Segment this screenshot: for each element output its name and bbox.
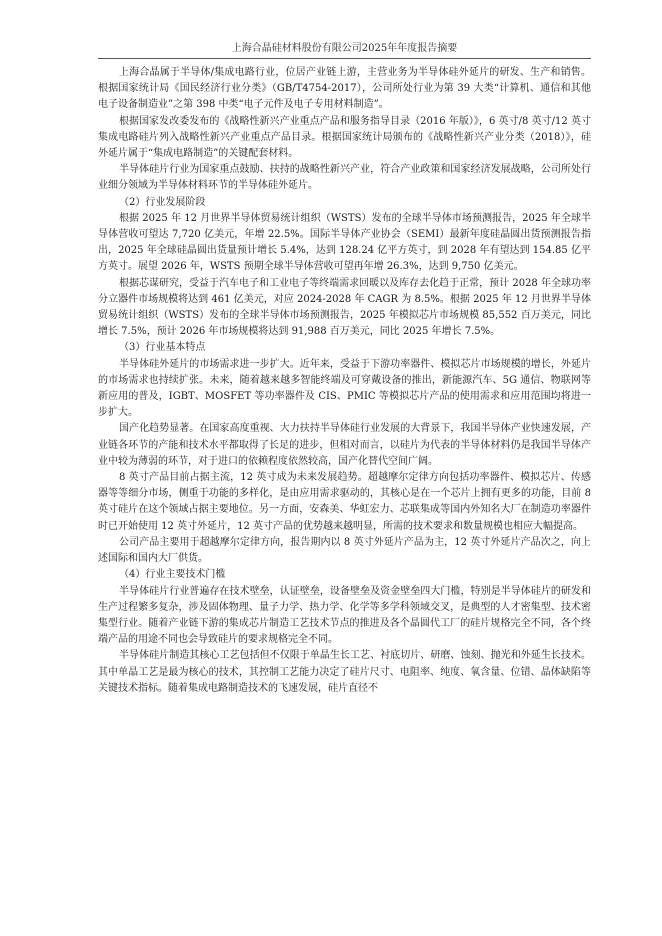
section-heading-development-stage: （2）行业发展阶段: [119, 196, 206, 208]
section-heading-technical-barriers: （4）行业主要技术门槛: [119, 569, 226, 581]
page-header: 上海合晶硅材料股份有限公司2025年年度报告摘要: [231, 43, 458, 54]
paragraph-strategic-industry: 半导体硅片行业为国家重点鼓励、扶持的战略性新兴产业，符合产业政策和国家经济发展战略，公司所处行业细分领域为半导体材料环节的半导体硅外延片。: [98, 164, 591, 192]
paragraph-market-forecast: 根据 2025 年 12 月世界半导体贸易统计组织（WSTS）发布的全球半导体市场预测报告，2025 年全球半导体营收可望达 7,720 亿美元，年增 22.5%。国际半导体产业协会（SEMI）最新年度硅晶圆出货预测报告指出，2025 年全球硅晶圆出货量预计增长 5.4%，达到 128.24 亿平方英寸，到 2028 年有望达到 154.85 亿平方英寸。展望 2026 年，WSTS 预期全球半导体营收可望再年增 26.3%，达到 9,750 亿美元。: [98, 212, 591, 273]
section-heading-basic-features: （3）行业基本特点: [119, 342, 206, 354]
paragraph-demand-growth: 半导体硅外延片的市场需求进一步扩大。近年来，受益于下游功率器件、模拟芯片市场规模的增长，外延片的市场需求也持续扩张。未来，随着越来越多智能终端及可穿戴设备的推出，新能源汽车、5G 通信、物联网等新应用的普及，IGBT、MOSFET 等功率器件及 CIS、PMIC 等模拟芯片产品的使用需求和应用范围均将进一步扩大。: [98, 358, 591, 419]
paragraph-policy-catalog: 根据国家发改委发布的《战略性新兴产业重点产品和服务指导目录（2016 年版）》，6 英寸/8 英寸/12 英寸集成电路硅片列入战略性新兴产业重点产品目录。根据国家统计局颁布的《战略性新兴产业分类（2018）》，硅外延片属于“集成电路制造”的关键配套材料。: [98, 115, 591, 160]
paragraph-company-products: 公司产品主要用于超越摩尔定律方向，报告期内以 8 英寸外延片产品为主，12 英寸外延片产品次之，向上述国际和国内大厂供货。: [98, 536, 591, 565]
paragraph-wafer-size-trend: 8 英寸产品目前占据主流，12 英寸成为未来发展趋势。超越摩尔定律方向包括功率器件、模拟芯片、传感器等等细分市场，侧重于功能的多样化，是由应用需求驱动的，其核心是在一个芯片上拥有更多的功能，目前 8 英寸硅片在这个领域占据主要地位。另一方面，安森美、华虹宏力、芯联集成等国内外知名大厂在制造功率器件时已开始使用 12 英寸外延片，12 英寸产品的优势越来越明显，所需的技术要求和数量规模也相应大幅提高。: [98, 472, 591, 532]
header-rule: [98, 58, 591, 59]
document-body: [98, 65, 591, 697]
paragraph-industry-overview: 上海合晶属于半导体/集成电路行业，位居产业链上游，主营业务为半导体硅外延片的研发、生产和销售。根据国家统计局《国民经济行业分类》（GB/T4754-2017），公司所处行业为第 39 大类“计算机、通信和其他电子设备制造业”之第 398 中类“电子元件及电子专用材料制造”。: [98, 67, 591, 111]
paragraph-localization: 国产化趋势显著。在国家高度重视、大力扶持半导体硅行业发展的大背景下，我国半导体产业快速发展，产业链各环节的产能和技术水平都取得了长足的进步，但相对而言，以硅片为代表的半导体材料仍是我国半导体产业中较为薄弱的环节，对于进口的依赖程度依然较高，国产化替代空间广阔。: [98, 423, 591, 467]
paragraph-power-analog-market: 根据芯谋研究，受益于汽车电子和工业电子等终端需求回暖以及库存去化趋于正常，预计 2028 年全球功率分立器件市场规模将达到 461 亿美元，对应 2024-2028 年 CAGR 为 8.5%。根据 2025 年 12 月世界半导体贸易统计组织（WSTS）发布的全球半导体市场预测报告，2025 年模拟芯片市场规模 85,552 百万美元，同比增长 7.5%，预计 2026 年市场规模将达到 91,988 百万美元，同比 2025 年增长 7.5%。: [98, 277, 591, 338]
paragraph-barriers: 半导体硅片行业普遍存在技术壁垒，认证壁垒，设备壁垒及资金壁垒四大门槛，特别是半导体硅片的研发和生产过程繁多复杂，涉及固体物理、量子力学、热力学、化学等多学科领域交叉，是典型的人才密集型、技术密集型行业。随着产业链下游的集成芯片制造工艺技术节点的推进及各个晶圆代工厂的硅片规格完全不同，各个终端产品的用途不同也会导致硅片的要求规格完全不同。: [98, 585, 591, 646]
paragraph-core-processes: 半导体硅片制造其核心工艺包括但不仅限于单晶生长工艺、衬底切片、研磨、蚀刻、抛光和外延生长技术。其中单晶工艺是最为核心的技术，其控制工艺能力决定了硅片尺寸、电阻率、纯度、氧含量、位错、晶体缺陷等关键技术指标。随着集成电路制造技术的飞速发展，硅片直径不: [98, 650, 591, 694]
